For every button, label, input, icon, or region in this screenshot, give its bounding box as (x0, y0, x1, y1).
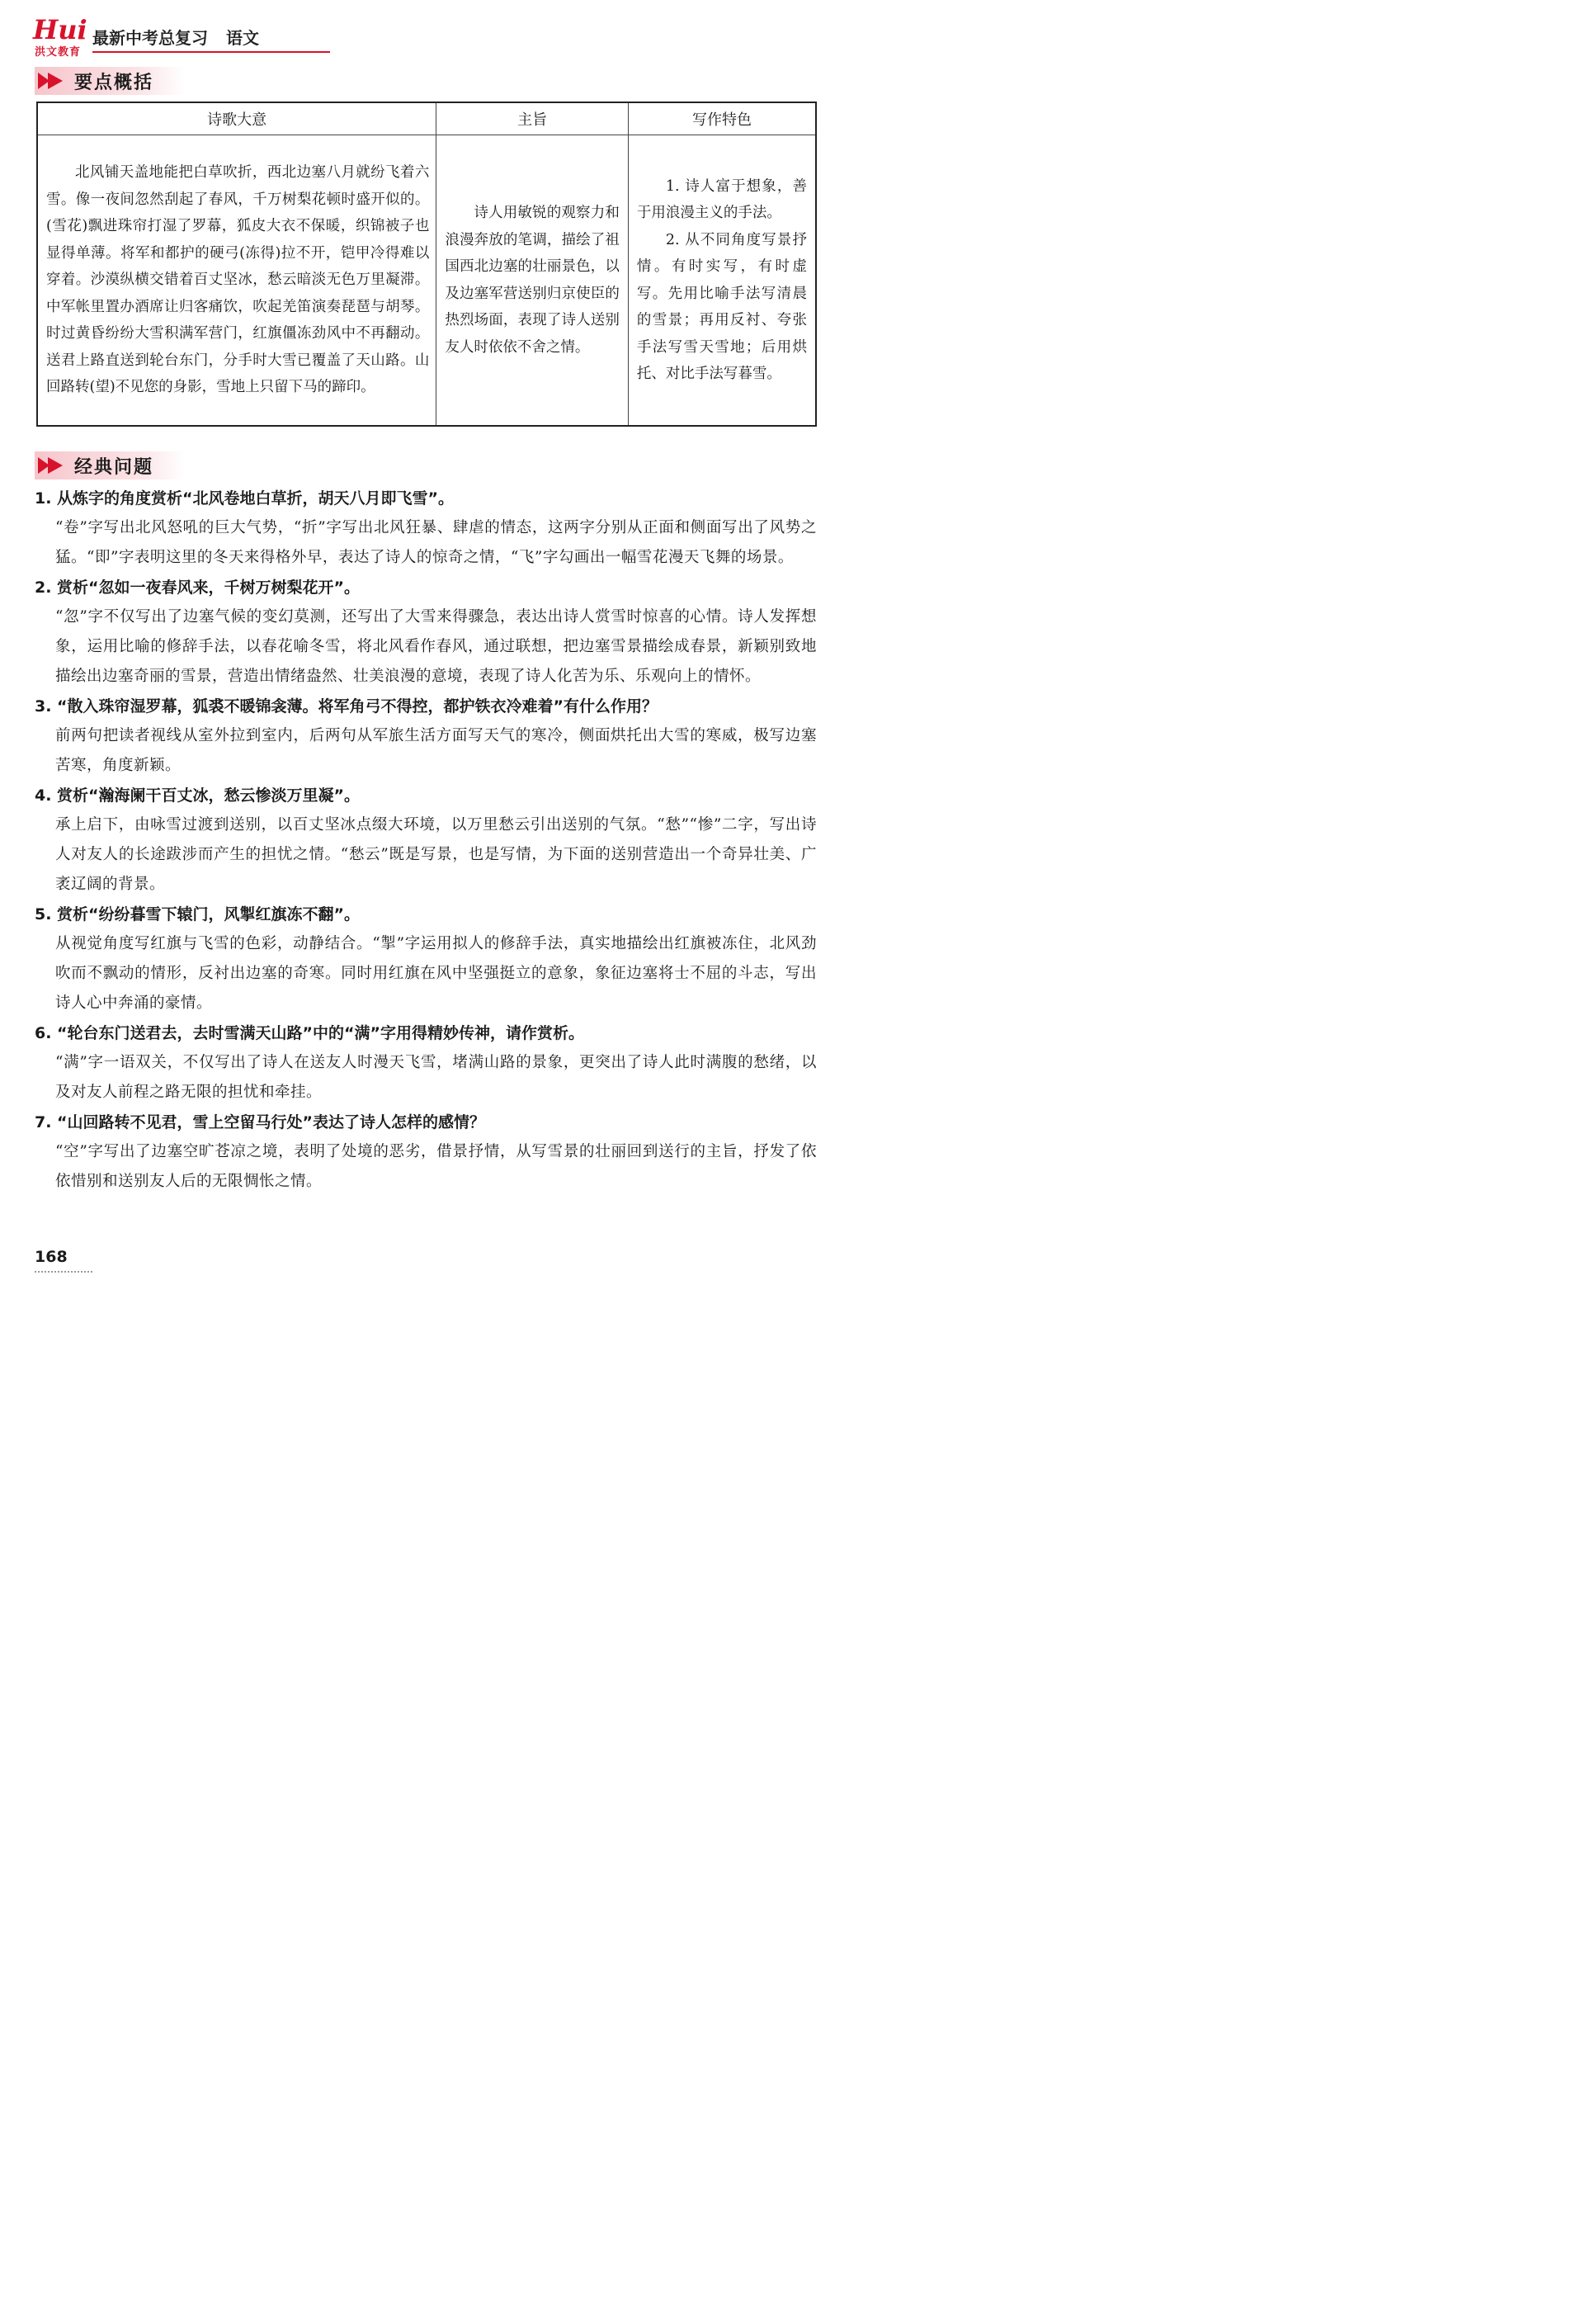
answer-text: 从视觉角度写红旗与飞雪的色彩，动静结合。“掣”字运用拟人的修辞手法，真实地描绘出红旗被冻住，北风劲吹而不飘动的情形，反衬出边塞的奇寒。同时用红旗在风中坚强挺立的意象，象征边塞将士不屈的斗志，写出诗人心中奔涌的豪情。 (55, 935, 817, 1012)
page-header (33, 14, 297, 59)
page-number: 168 (35, 1248, 68, 1266)
section-heading-summary (35, 67, 200, 95)
theme-cell (436, 135, 629, 427)
theme-text: 诗人用敏锐的观察力和浪漫奔放的笔调，描绘了祖国西北边塞的壮丽景色，以及边塞军营送别归京使臣的热烈场面，表现了诗人送别友人时依依不舍之情。 (445, 205, 620, 356)
list-item (35, 692, 817, 781)
list-item (35, 573, 817, 692)
answer-text: 前两句把读者视线从室外拉到室内，后两句从军旅生活方面写天气的寒冷，侧面烘托出大雪的寒威，极写边塞苦寒，角度新颖。 (55, 727, 817, 774)
answer-text: “满”字一语双关，不仅写出了诗人在送友人时漫天飞雪，堵满山路的景象，更突出了诗人此时满腹的愁绪，以及对友人前程之路无限的担忧和牵挂。 (55, 1054, 817, 1101)
list-item (35, 1108, 817, 1197)
answer-text: 承上启下，由咏雪过渡到送别，以百丈坚冰点缀大环境，以万里愁云引出送别的气氛。“愁”“惨”二字，写出诗人对友人的长途跋涉而产生的担忧之情。“愁云”既是写景，也是写情，为下面的送别营造出一个奇异壮美、广袤辽阔的背景。 (55, 816, 817, 893)
publisher-name: 洪文教育 (35, 46, 82, 59)
question-text: 1. 从炼字的角度赏析“北风卷地白草折，胡天八月即飞雪”。 (35, 489, 455, 508)
header-poem-meaning: 诗歌大意 (37, 102, 436, 135)
list-item (35, 1018, 817, 1108)
question-text: 4. 赏析“瀚海阑干百丈冰，愁云惨淡万里凝”。 (35, 786, 361, 805)
summary-table (36, 102, 817, 427)
double-arrow-icon (38, 457, 69, 474)
book-title-text: 最新中考总复习 (92, 28, 208, 48)
book-title (92, 25, 259, 49)
answer-text: “忽”字不仅写出了边塞气候的变幻莫测，还写出了大雪来得骤急，表达出诗人赏雪时惊喜的心情。诗人发挥想象，运用比喻的修辞手法，以春花喻冬雪，将北风看作春风，通过联想，把边塞雪景描绘成春景，新颖别致地描绘出边塞奇丽的雪景，营造出情绪盎然、壮美浪漫的意境，表现了诗人化苦为乐、乐观向上的情怀。 (55, 608, 817, 685)
question-text: 2. 赏析“忽如一夜春风来，千树万树梨花开”。 (35, 579, 361, 597)
question-text: 7. “山回路转不见君，雪上空留马行处”表达了诗人怎样的感情？ (35, 1113, 486, 1131)
question-text: 6. “轮台东门送君去，去时雪满天山路”中的“满”字用得精妙传神，请作赏析。 (35, 1024, 585, 1042)
table-row (37, 135, 816, 427)
section-title: 经典问题 (74, 457, 154, 478)
list-item (35, 484, 817, 573)
header-divider (92, 51, 330, 53)
feature-item: 2. 从不同角度写景抒情。有时实写，有时虚写。先用比喻手法写清晨的雪景；再用反衬、夸张手法写雪天雪地；后用烘托、对比手法写暮雪。 (636, 231, 807, 382)
question-text: 3. “散入珠帘湿罗幕，狐裘不暖锦衾薄。将军角弓不得控，都护铁衣冷难着”有什么作用？ (35, 697, 658, 716)
header-theme: 主旨 (436, 102, 629, 135)
answer-text: “空”字写出了边塞空旷苍凉之境，表明了处境的恶劣，借景抒情，从写雪景的壮丽回到送行的主旨，抒发了依依惜别和送别友人后的无限惆怅之情。 (55, 1143, 817, 1190)
page-number-divider (35, 1271, 92, 1273)
list-item (35, 781, 817, 900)
features-cell (628, 135, 816, 427)
poem-meaning-text: 北风铺天盖地能把白草吹折，西北边塞八月就纷飞着六雪。像一夜间忽然刮起了春风，千万树梨花顿时盛开似的。(雪花)飘进珠帘打湿了罗幕，狐皮大衣不保暖，织锦被子也显得单薄。将军和都护的硬弓(冻得)拉不开，铠甲冷得难以穿着。沙漠纵横交错着百丈坚冰，愁云暗淡无色万里凝滞。中军帐里置办酒席让归客痛饮，吹起羌笛演奏琵琶与胡琴。时过黄昏纷纷大雪积满军营门，红旗僵冻劲风中不再翻动。送君上路直送到轮台东门，分手时大雪已覆盖了天山路。山回路转(望)不见您的身影，雪地上只留下马的蹄印。 (46, 164, 430, 396)
double-arrow-icon (38, 73, 69, 89)
header-writing-features: 写作特色 (628, 102, 816, 135)
question-list (35, 484, 817, 1197)
section-title: 要点概括 (74, 73, 154, 93)
answer-text: “卷”字写出北风怒吼的巨大气势，“折”字写出北风狂暴、肆虐的情态，这两字分别从正面和侧面写出了风势之猛。“即”字表明这里的冬天来得格外早，表达了诗人的惊奇之情，“飞”字勾画出一幅雪花漫天飞舞的场景。 (55, 519, 817, 566)
question-text: 5. 赏析“纷纷暮雪下辕门，风掣红旗冻不翻”。 (35, 905, 361, 923)
poem-meaning-cell (37, 135, 436, 427)
section-heading-qa (35, 451, 200, 479)
feature-item: 1. 诗人富于想象，善于用浪漫主义的手法。 (636, 177, 807, 221)
subject-label: 语文 (226, 28, 259, 48)
publisher-logo: Hui (33, 14, 87, 45)
list-item (35, 900, 817, 1018)
table-header-row (37, 102, 816, 135)
